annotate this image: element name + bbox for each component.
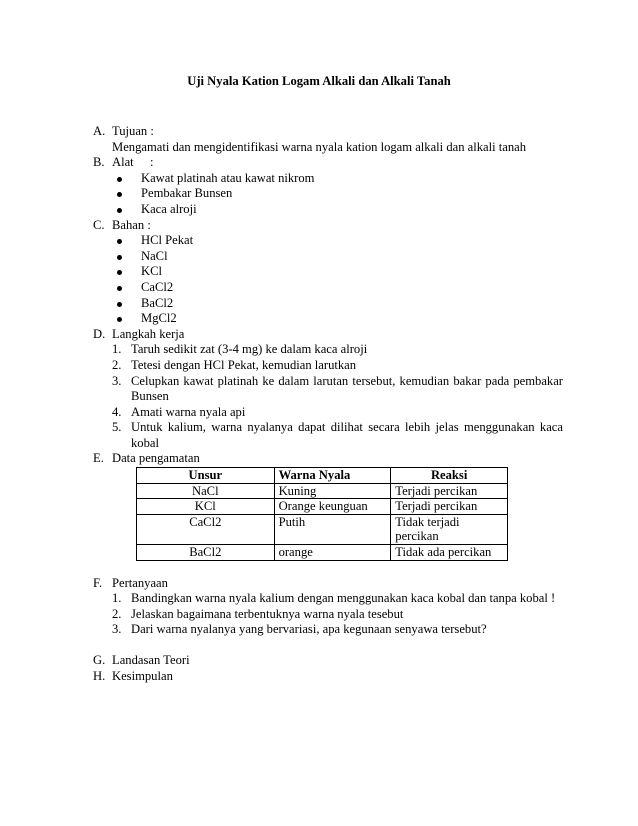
table-cell: Terjadi percikan: [391, 483, 508, 499]
section-letter: D.: [93, 326, 106, 341]
step-number: 3.: [112, 622, 122, 637]
list-item: Kawat platinah atau kawat nikrom: [112, 171, 563, 187]
section-letter: B.: [93, 155, 105, 170]
section-heading: Data pengamatan: [112, 451, 200, 466]
document-body: [93, 124, 563, 684]
list-item: BaCl2: [112, 296, 563, 312]
section-pertanyaan: [93, 576, 563, 638]
step-number: 5.: [112, 420, 122, 435]
step-number: 1.: [112, 591, 122, 606]
section-langkah-kerja: [93, 327, 563, 452]
section-heading: Landasan Teori: [112, 653, 190, 667]
table-cell: Orange keunguan: [274, 499, 391, 515]
list-item: [112, 374, 563, 405]
section-heading: Pertanyaan: [112, 575, 168, 590]
list-item: [112, 342, 563, 358]
step-text: Jelaskan bagaimana terbentuknya warna nyala tesebut: [131, 606, 404, 621]
list-item: [112, 607, 563, 623]
heading-colon: :: [150, 155, 154, 170]
section-letter: A.: [93, 124, 106, 138]
step-number: 2.: [112, 606, 122, 621]
bahan-list: [112, 233, 563, 327]
table-cell: NaCl: [137, 483, 275, 499]
alat-list: [112, 171, 563, 218]
section-heading: Langkah kerja: [112, 326, 185, 341]
step-text: Taruh sedikit zat (3-4 mg) ke dalam kaca alroji: [131, 342, 368, 357]
step-number: 3.: [112, 373, 122, 388]
column-header: Unsur: [137, 468, 275, 484]
list-item: [112, 622, 563, 638]
langkah-list: [112, 342, 563, 451]
table-cell: CaCl2: [137, 514, 275, 544]
list-item: NaCl: [112, 249, 563, 265]
column-header: Warna Nyala: [274, 468, 391, 484]
table-row: [137, 545, 508, 561]
list-item: Pembakar Bunsen: [112, 186, 563, 202]
tujuan-text: Mengamati dan mengidentifikasi warna nyala kation logam alkali dan alkali tanah: [112, 139, 527, 154]
section-landasan-teori: [93, 653, 563, 669]
list-item: [112, 405, 563, 421]
list-item: [112, 591, 563, 607]
table-cell: Terjadi percikan: [391, 499, 508, 515]
step-text: Amati warna nyala api: [131, 404, 246, 419]
table-cell: Tidak ada percikan: [391, 545, 508, 561]
section-letter: H.: [93, 668, 106, 683]
section-heading: Kesimpulan: [112, 668, 173, 683]
data-table: [136, 467, 508, 561]
section-letter: G.: [93, 653, 106, 667]
document-title: Uji Nyala Kation Logam Alkali dan Alkali Tanah: [187, 74, 451, 88]
table-cell: Kuning: [274, 483, 391, 499]
step-number: 1.: [112, 342, 122, 357]
step-number: 4.: [112, 404, 122, 419]
list-item: KCl: [112, 264, 563, 280]
step-text: Celupkan kawat platinah ke dalam larutan tersebut, kemudian bakar pada pembakar Bunsen: [131, 373, 563, 404]
list-item: [112, 420, 563, 451]
step-text: Untuk kalium, warna nyalanya dapat dilihat secara lebih jelas menggunakan kaca kobal: [131, 420, 563, 450]
step-text: Tetesi dengan HCl Pekat, kemudian larutkan: [131, 357, 357, 372]
section-letter: E.: [93, 451, 104, 466]
section-heading: Tujuan :: [112, 124, 154, 138]
list-item: CaCl2: [112, 280, 563, 296]
section-letter: F.: [93, 575, 103, 590]
section-bahan: [93, 218, 563, 327]
section-data-pengamatan: [93, 451, 563, 560]
pertanyaan-list: [112, 591, 563, 638]
table-cell: BaCl2: [137, 545, 275, 561]
table-cell: Putih: [274, 514, 391, 544]
table-row: [137, 483, 508, 499]
step-number: 2.: [112, 357, 122, 372]
section-tujuan: [93, 124, 563, 155]
table-cell: Tidak terjadi percikan: [391, 514, 508, 544]
table-cell: KCl: [137, 499, 275, 515]
column-header: Reaksi: [391, 468, 508, 484]
list-item: Kaca alroji: [112, 202, 563, 218]
section-heading: Alat: [112, 155, 134, 170]
table-cell: orange: [274, 545, 391, 561]
step-text: Dari warna nyalanya yang bervariasi, apa kegunaan senyawa tersebut?: [131, 622, 487, 637]
section-kesimpulan: [93, 669, 563, 685]
list-item: [112, 358, 563, 374]
table-header-row: [137, 468, 508, 484]
table-row: [137, 499, 508, 515]
list-item: MgCl2: [112, 311, 563, 327]
section-letter: C.: [93, 217, 105, 232]
section-alat: [93, 155, 563, 217]
list-item: HCl Pekat: [112, 233, 563, 249]
section-heading: Bahan :: [112, 217, 151, 232]
step-text: Bandingkan warna nyala kalium dengan menggunakan kaca kobal dan tanpa kobal !: [131, 591, 556, 606]
table-row: [137, 514, 508, 544]
